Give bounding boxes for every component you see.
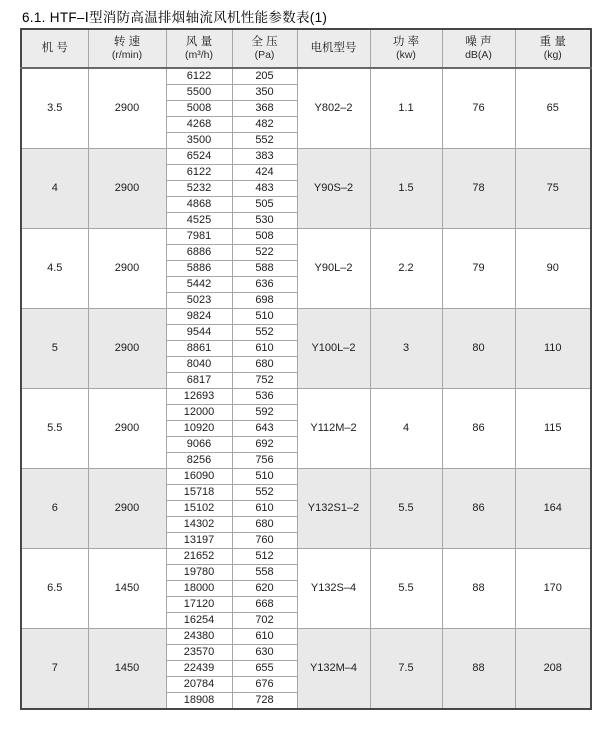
noise-cell: 88 [442, 629, 515, 710]
flow-cell: 23570 [166, 645, 232, 661]
pressure-cell: 205 [232, 68, 297, 85]
pressure-cell: 530 [232, 213, 297, 229]
pressure-cell: 610 [232, 341, 297, 357]
flow-cell: 7981 [166, 229, 232, 245]
table-row [21, 149, 591, 165]
table-row [21, 229, 591, 245]
speed-cell: 1450 [88, 549, 166, 629]
model-no-cell: 3.5 [21, 68, 88, 149]
header-label: 转 速 [113, 36, 141, 48]
flow-cell: 5008 [166, 101, 232, 117]
header-cell-noise [442, 29, 515, 68]
table-row [21, 309, 591, 325]
flow-cell: 24380 [166, 629, 232, 645]
model-no-cell: 5.5 [21, 389, 88, 469]
header-label: 全 压 [251, 36, 278, 48]
pressure-cell: 728 [232, 693, 297, 710]
weight-cell: 208 [515, 629, 591, 710]
flow-cell: 22439 [166, 661, 232, 677]
noise-cell: 78 [442, 149, 515, 229]
header-unit: dB(A) [465, 49, 492, 61]
pressure-cell: 552 [232, 133, 297, 149]
weight-cell: 90 [515, 229, 591, 309]
flow-cell: 10920 [166, 421, 232, 437]
model-no-cell: 6.5 [21, 549, 88, 629]
motor-cell: Y112M–2 [297, 389, 370, 469]
power-cell: 1.1 [370, 68, 442, 149]
pressure-cell: 483 [232, 181, 297, 197]
power-cell: 1.5 [370, 149, 442, 229]
pressure-cell: 698 [232, 293, 297, 309]
header-cell-speed [88, 29, 166, 68]
weight-cell: 164 [515, 469, 591, 549]
flow-cell: 16254 [166, 613, 232, 629]
flow-cell: 13197 [166, 533, 232, 549]
motor-cell: Y132S1–2 [297, 469, 370, 549]
header-label: 电机型号 [310, 42, 357, 54]
page-title: 6.1. HTF–Ⅰ型消防高温排烟轴流风机性能参数表(1) [22, 10, 328, 25]
speed-cell: 2900 [88, 229, 166, 309]
table-row [21, 629, 591, 645]
header-label: 机 号 [41, 42, 68, 54]
header-cell-motor [297, 29, 370, 68]
pressure-cell: 643 [232, 421, 297, 437]
flow-cell: 21652 [166, 549, 232, 565]
power-cell: 5.5 [370, 549, 442, 629]
noise-cell: 86 [442, 469, 515, 549]
pressure-cell: 680 [232, 357, 297, 373]
pressure-cell: 680 [232, 517, 297, 533]
header-unit: (kw) [396, 49, 416, 61]
pressure-cell: 756 [232, 453, 297, 469]
pressure-cell: 505 [232, 197, 297, 213]
noise-cell: 79 [442, 229, 515, 309]
power-cell: 5.5 [370, 469, 442, 549]
speed-cell: 2900 [88, 469, 166, 549]
motor-cell: Y802–2 [297, 68, 370, 149]
pressure-cell: 512 [232, 549, 297, 565]
noise-cell: 86 [442, 389, 515, 469]
flow-cell: 9544 [166, 325, 232, 341]
pressure-cell: 588 [232, 261, 297, 277]
pressure-cell: 636 [232, 277, 297, 293]
table-row [21, 389, 591, 405]
header-unit: (r/min) [111, 49, 143, 61]
pressure-cell: 692 [232, 437, 297, 453]
model-no-cell: 4 [21, 149, 88, 229]
motor-cell: Y132S–4 [297, 549, 370, 629]
header-unit: (Pa) [254, 49, 275, 61]
table-row [21, 549, 591, 565]
weight-cell: 170 [515, 549, 591, 629]
pressure-cell: 655 [232, 661, 297, 677]
flow-cell: 5442 [166, 277, 232, 293]
flow-cell: 5232 [166, 181, 232, 197]
header-cell-machine-no [21, 29, 88, 68]
header-label: 功 率 [392, 36, 420, 48]
speed-cell: 2900 [88, 389, 166, 469]
pressure-cell: 630 [232, 645, 297, 661]
motor-cell: Y90L–2 [297, 229, 370, 309]
header-label: 噪 声 [465, 36, 492, 48]
pressure-cell: 676 [232, 677, 297, 693]
noise-cell: 80 [442, 309, 515, 389]
flow-cell: 5886 [166, 261, 232, 277]
pressure-cell: 620 [232, 581, 297, 597]
motor-cell: Y132M–4 [297, 629, 370, 710]
flow-cell: 4268 [166, 117, 232, 133]
table-header [21, 29, 591, 68]
flow-cell: 9066 [166, 437, 232, 453]
motor-cell: Y90S–2 [297, 149, 370, 229]
header-unit: (kg) [543, 49, 562, 61]
pressure-cell: 522 [232, 245, 297, 261]
flow-cell: 6886 [166, 245, 232, 261]
performance-table [20, 28, 592, 710]
flow-cell: 8040 [166, 357, 232, 373]
weight-cell: 110 [515, 309, 591, 389]
pressure-cell: 510 [232, 469, 297, 485]
power-cell: 7.5 [370, 629, 442, 710]
pressure-cell: 552 [232, 485, 297, 501]
pressure-cell: 508 [232, 229, 297, 245]
flow-cell: 14302 [166, 517, 232, 533]
flow-cell: 6122 [166, 165, 232, 181]
pressure-cell: 668 [232, 597, 297, 613]
table-row [21, 68, 591, 85]
pressure-cell: 383 [232, 149, 297, 165]
pressure-cell: 482 [232, 117, 297, 133]
model-no-cell: 4.5 [21, 229, 88, 309]
flow-cell: 6524 [166, 149, 232, 165]
header-cell-pressure [232, 29, 297, 68]
pressure-cell: 558 [232, 565, 297, 581]
flow-cell: 15718 [166, 485, 232, 501]
power-cell: 2.2 [370, 229, 442, 309]
noise-cell: 76 [442, 68, 515, 149]
flow-cell: 12693 [166, 389, 232, 405]
flow-cell: 19780 [166, 565, 232, 581]
table-row [21, 469, 591, 485]
flow-cell: 4525 [166, 213, 232, 229]
model-no-cell: 7 [21, 629, 88, 710]
pressure-cell: 552 [232, 325, 297, 341]
header-unit: (m³/h) [185, 49, 213, 61]
pressure-cell: 760 [232, 533, 297, 549]
flow-cell: 8256 [166, 453, 232, 469]
pressure-cell: 592 [232, 405, 297, 421]
flow-cell: 3500 [166, 133, 232, 149]
power-cell: 4 [370, 389, 442, 469]
flow-cell: 15102 [166, 501, 232, 517]
pressure-cell: 536 [232, 389, 297, 405]
pressure-cell: 424 [232, 165, 297, 181]
speed-cell: 2900 [88, 68, 166, 149]
weight-cell: 75 [515, 149, 591, 229]
speed-cell: 1450 [88, 629, 166, 710]
header-cell-flow [166, 29, 232, 68]
flow-cell: 16090 [166, 469, 232, 485]
flow-cell: 20784 [166, 677, 232, 693]
header-cell-power [370, 29, 442, 68]
speed-cell: 2900 [88, 149, 166, 229]
pressure-cell: 510 [232, 309, 297, 325]
flow-cell: 4868 [166, 197, 232, 213]
model-no-cell: 6 [21, 469, 88, 549]
flow-cell: 5023 [166, 293, 232, 309]
model-no-cell: 5 [21, 309, 88, 389]
flow-cell: 6122 [166, 68, 232, 85]
header-label: 风 量 [185, 36, 213, 48]
flow-cell: 9824 [166, 309, 232, 325]
pressure-cell: 610 [232, 629, 297, 645]
flow-cell: 17120 [166, 597, 232, 613]
weight-cell: 65 [515, 68, 591, 149]
flow-cell: 18908 [166, 693, 232, 710]
power-cell: 3 [370, 309, 442, 389]
pressure-cell: 350 [232, 85, 297, 101]
flow-cell: 5500 [166, 85, 232, 101]
noise-cell: 88 [442, 549, 515, 629]
motor-cell: Y100L–2 [297, 309, 370, 389]
flow-cell: 8861 [166, 341, 232, 357]
header-row [21, 29, 591, 68]
table-body [21, 68, 591, 709]
pressure-cell: 368 [232, 101, 297, 117]
speed-cell: 2900 [88, 309, 166, 389]
weight-cell: 115 [515, 389, 591, 469]
header-label: 重 量 [539, 36, 566, 48]
pressure-cell: 752 [232, 373, 297, 389]
flow-cell: 18000 [166, 581, 232, 597]
flow-cell: 6817 [166, 373, 232, 389]
flow-cell: 12000 [166, 405, 232, 421]
pressure-cell: 702 [232, 613, 297, 629]
header-cell-weight [515, 29, 591, 68]
pressure-cell: 610 [232, 501, 297, 517]
